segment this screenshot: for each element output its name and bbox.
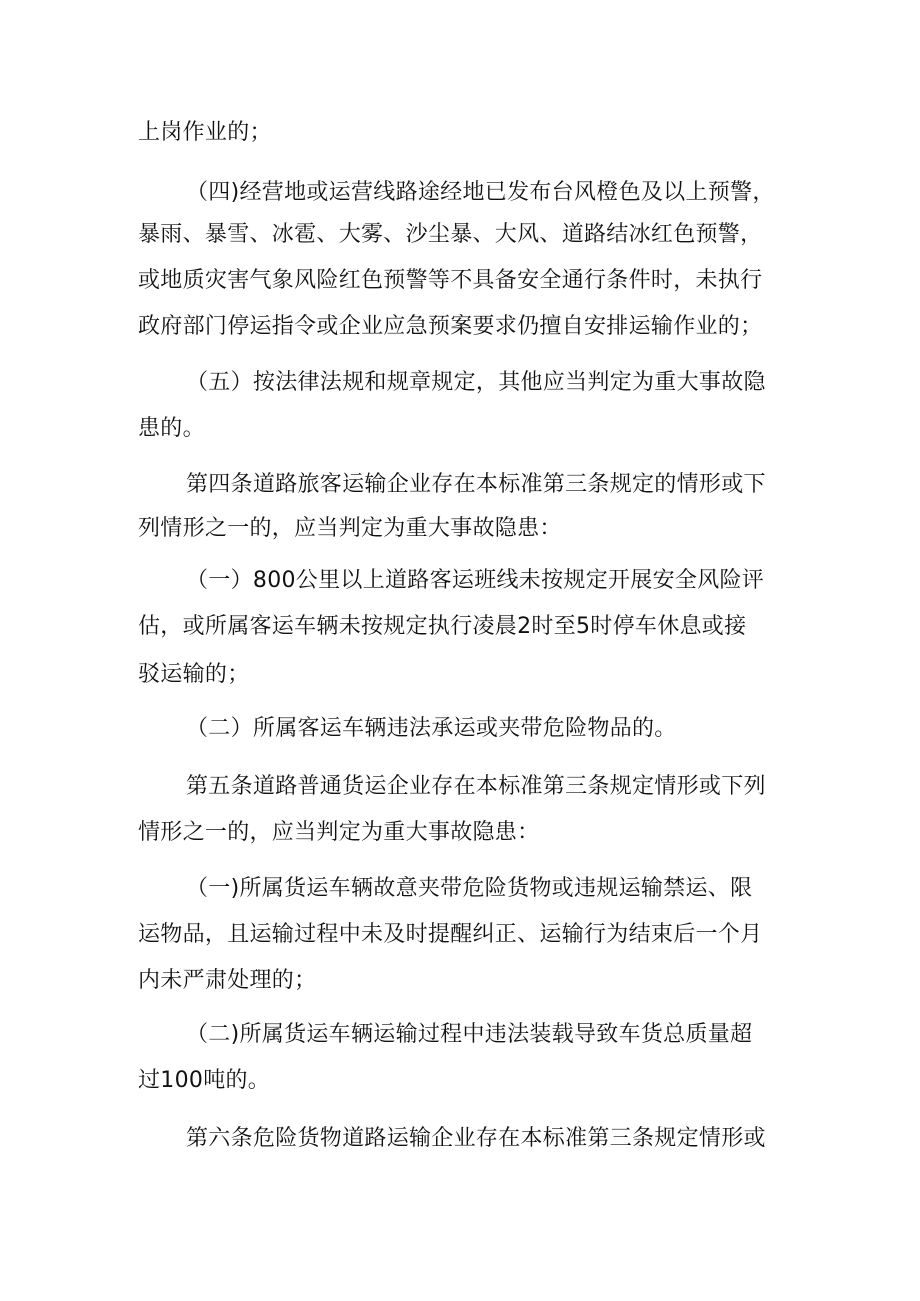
- text-line: （一)所属货运车辆故意夹带危险货物或违规运输禁运、限: [186, 876, 753, 901]
- text-line: 列情形之一的，应当判定为重大事故隐患：: [138, 516, 562, 541]
- text-line: 患的。: [138, 416, 205, 441]
- text-line: 或地质灾害气象风险红色预警等不具备安全通行条件时，未执行: [138, 268, 763, 293]
- text-line: （二）所属客运车辆违法承运或夹带危险物品的。: [186, 716, 677, 741]
- text-line: 暴雨、暴雪、冰雹、大雾、沙尘暴、大风、道路结冰红色预警，: [138, 222, 763, 247]
- text-line: 情形之一的，应当判定为重大事故隐患：: [138, 820, 540, 845]
- text-line: 驳运输的；: [138, 662, 250, 687]
- text-line: 第六条危险货物道路运输企业存在本标准第三条规定情形或: [186, 1126, 766, 1151]
- text-line: 运物品，且运输过程中未及时提醒纠正、运输行为结束后一个月: [138, 922, 763, 947]
- text-line: （五）按法律法规和规章规定，其他应当判定为重大事故隐: [186, 370, 766, 395]
- text-line: 估，或所属客运车辆未按规定执行凌晨2时至5时停车休息或接: [138, 614, 747, 639]
- text-line: 第四条道路旅客运输企业存在本标准第三条规定的情形或下: [186, 472, 766, 497]
- text-line: 政府部门停运指令或企业应急预案要求仍擅自安排运输作业的；: [138, 314, 763, 339]
- text-line: 内未严肃处理的；: [138, 968, 317, 993]
- text-line: （四)经营地或运营线路途经地已发布台风橙色及以上预警，: [186, 180, 775, 205]
- text-line: 过100吨的。: [138, 1068, 271, 1093]
- text-line: 上岗作业的；: [138, 120, 272, 145]
- text-line: 第五条道路普通货运企业存在本标准第三条规定情形或下列: [186, 774, 766, 799]
- text-line: （二)所属货运车辆运输过程中违法装载导致车货总质量超: [186, 1022, 753, 1047]
- text-line: （一）800公里以上道路客运班线未按规定开展安全风险评: [186, 568, 765, 593]
